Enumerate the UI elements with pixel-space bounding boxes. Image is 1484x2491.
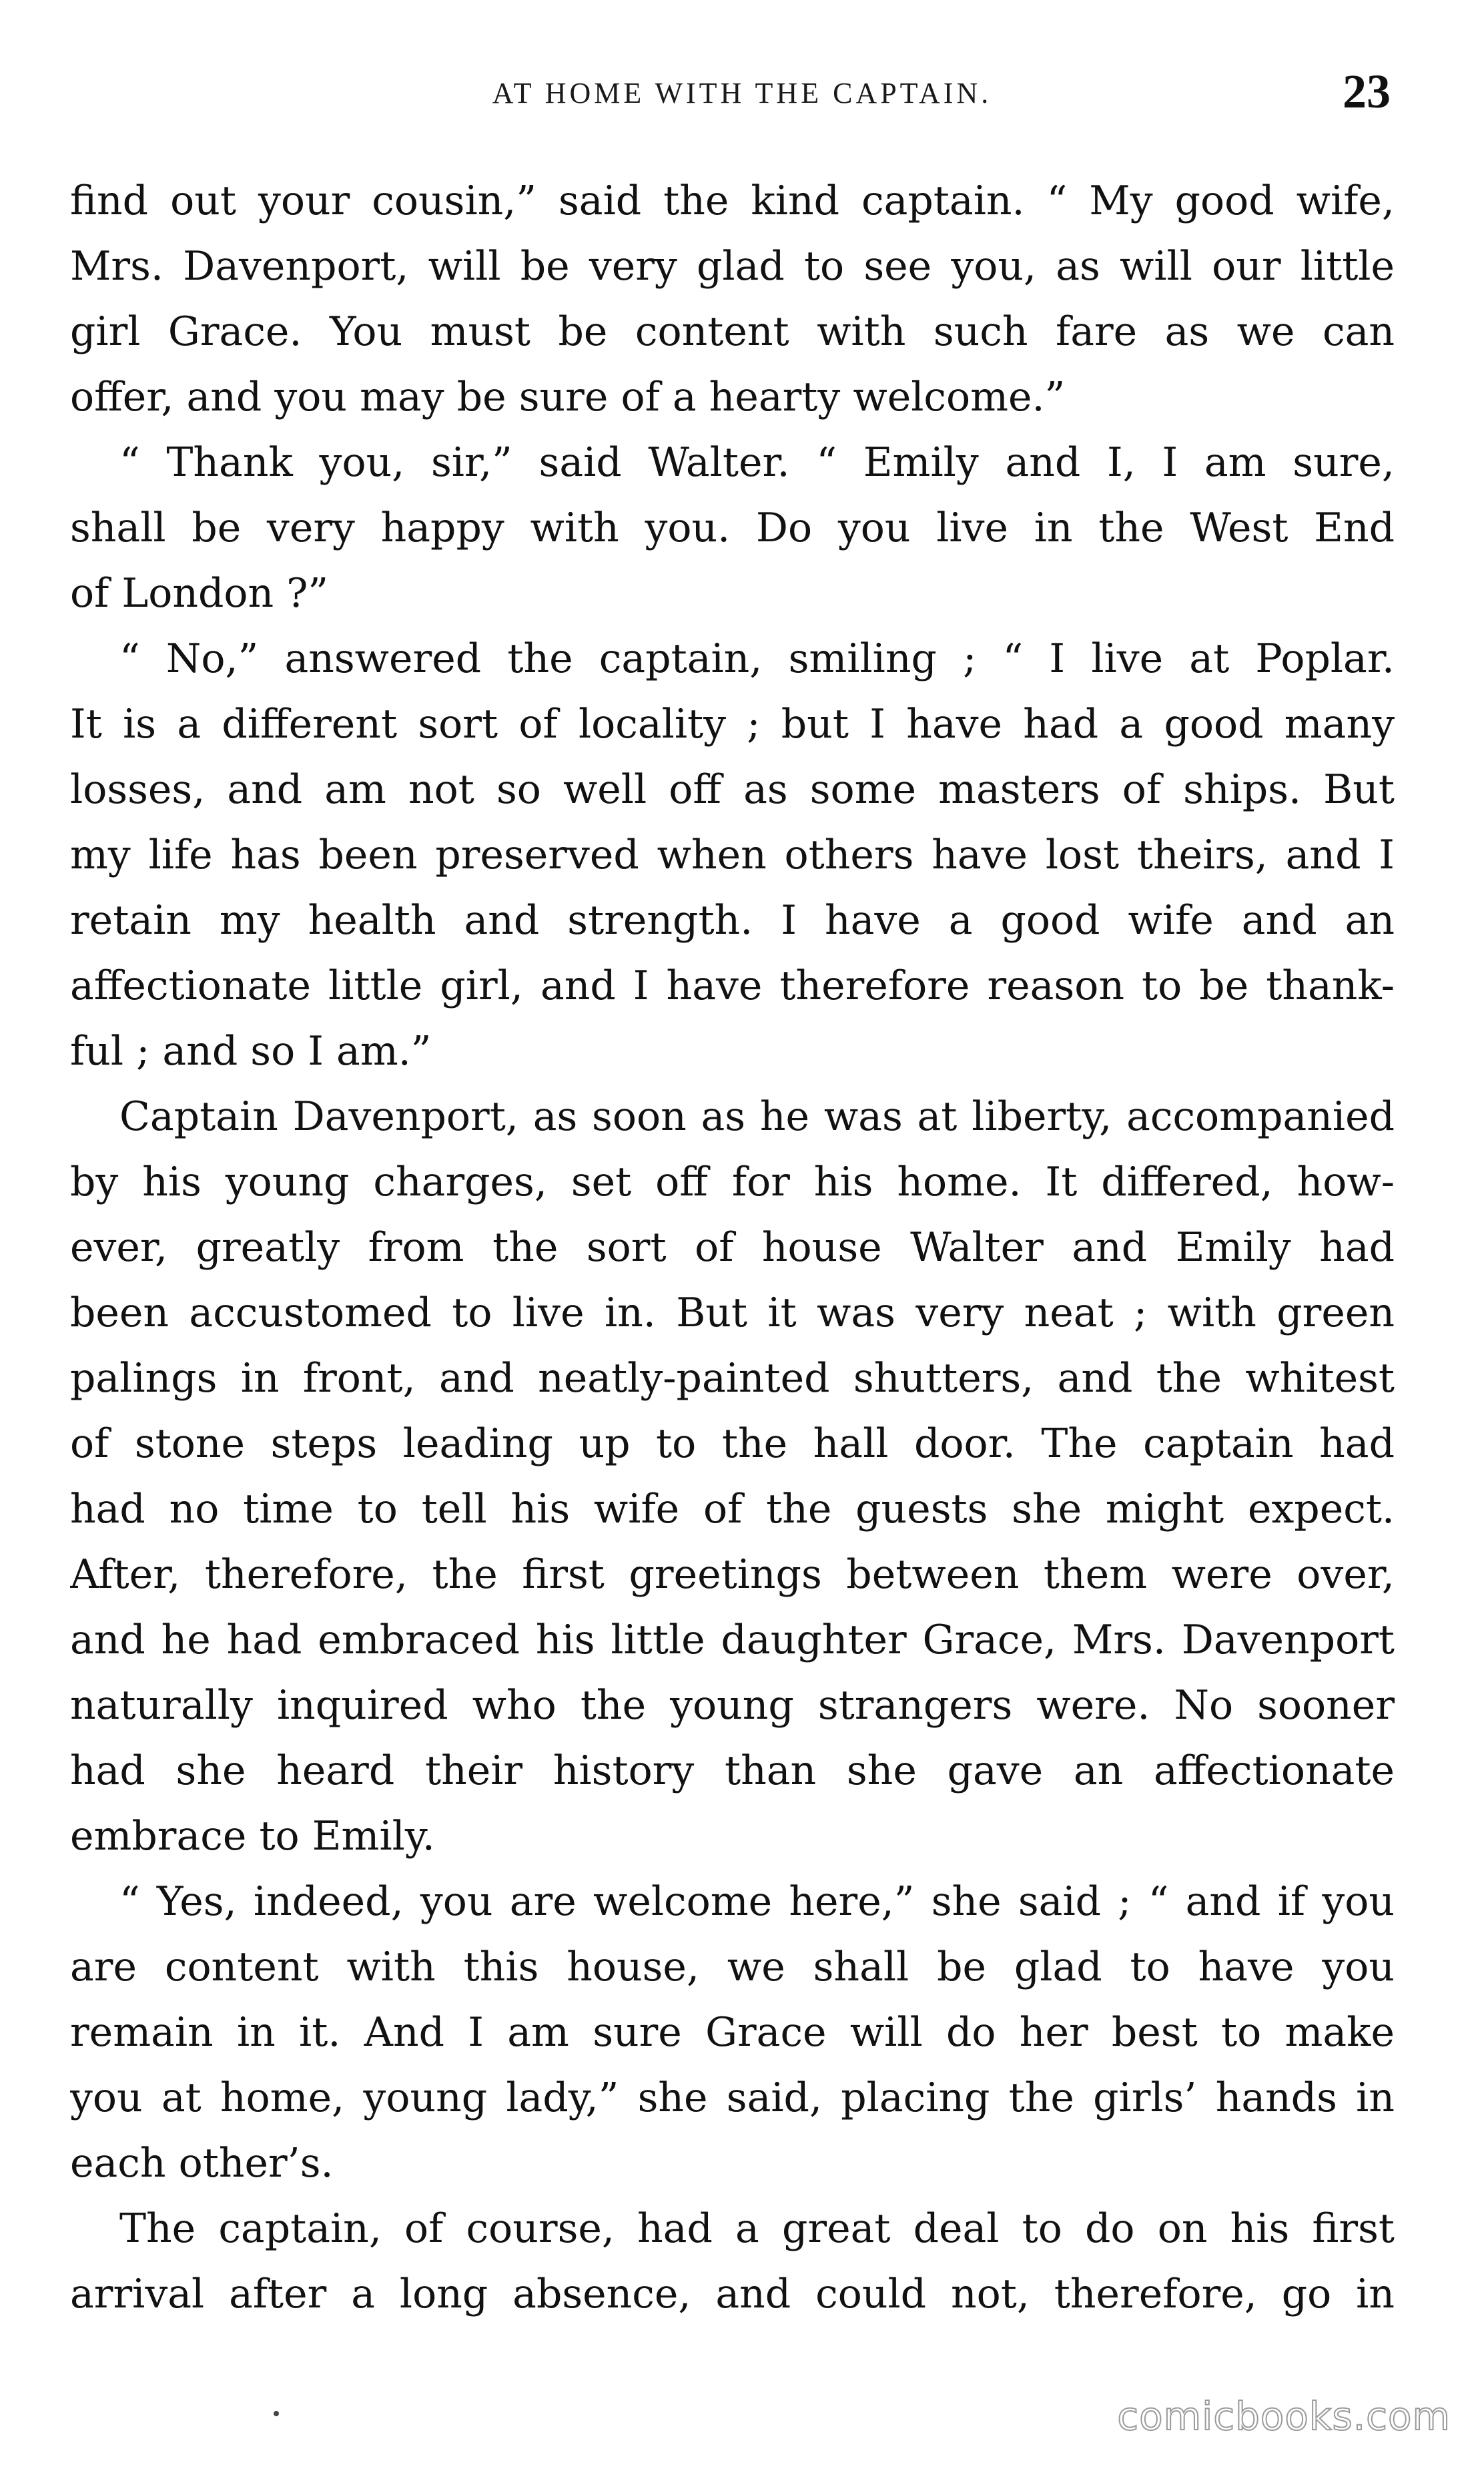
text-line: After, therefore, the first greetings between them were over, (70, 1551, 1395, 1598)
text-line: been accustomed to live in. But it was very neat ; with green (70, 1290, 1395, 1336)
text-line: offer, and you may be sure of a hearty welcome.” (70, 374, 1066, 421)
text-line: had she heard their history than she gave an affectionate (70, 1747, 1395, 1794)
text-line: retain my health and strength. I have a good wife and an (70, 897, 1395, 944)
text-line: my life has been preserved when others have lost theirs, and I (70, 832, 1395, 878)
text-line: naturally inquired who the young strangers were. No sooner (70, 1682, 1395, 1729)
text-line: Mrs. Davenport, will be very glad to see you, as will our little (70, 243, 1395, 290)
text-line: of London ?” (70, 570, 329, 617)
text-line: girl Grace. You must be content with such fare as we can (70, 308, 1395, 355)
text-line: It is a different sort of locality ; but I have had a good many (70, 701, 1395, 748)
text-line: embrace to Emily. (70, 1813, 435, 1860)
text-line: remain in it. And I am sure Grace will do her best to make (70, 2009, 1395, 2056)
text-line: of stone steps leading up to the hall door. The captain had (70, 1420, 1395, 1467)
text-line: “ No,” answered the captain, smiling ; “ I live at Poplar. (119, 635, 1395, 682)
text-line: affectionate little girl, and I have therefore reason to be thank- (70, 962, 1395, 1009)
text-line: find out your cousin,” said the kind captain. “ My good wife, (70, 178, 1395, 224)
text-line: Captain Davenport, as soon as he was at liberty, accompanied (119, 1093, 1395, 1140)
text-line: arrival after a long absence, and could not, therefore, go in (70, 2271, 1395, 2317)
footer-dot (274, 2411, 279, 2416)
text-line: by his young charges, set off for his home. It differed, how- (70, 1159, 1395, 1205)
running-head-title: AT HOME WITH THE CAPTAIN. (492, 77, 992, 109)
text-line: “ Yes, indeed, you are welcome here,” she said ; “ and if you (119, 1878, 1395, 1925)
text-line: you at home, young lady,” she said, placing the girls’ hands in (70, 2074, 1395, 2121)
text-line: each other’s. (70, 2140, 334, 2187)
text-line: had no time to tell his wife of the guests she might expect. (70, 1486, 1395, 1533)
text-line: are content with this house, we shall be glad to have you (70, 1944, 1395, 1990)
text-line: and he had embraced his little daughter Grace, Mrs. Davenport (70, 1617, 1395, 1663)
text-line: The captain, of course, had a great deal to do on his first (119, 2205, 1395, 2252)
text-line: ever, greatly from the sort of house Walter and Emily had (70, 1224, 1395, 1271)
text-line: palings in front, and neatly-painted shutters, and the whitest (70, 1355, 1395, 1402)
text-line: losses, and am not so well off as some masters of ships. But (70, 766, 1395, 813)
page-number: 23 (1343, 65, 1391, 118)
text-line: “ Thank you, sir,” said Walter. “ Emily and I, I am sure, (119, 439, 1395, 486)
text-line: shall be very happy with you. Do you live in the West End (70, 505, 1395, 551)
running-head (0, 64, 1484, 124)
text-line: ful ; and so I am.” (70, 1028, 432, 1075)
watermark: comicbooks.com (1117, 2394, 1451, 2439)
body-text (70, 168, 1395, 2327)
